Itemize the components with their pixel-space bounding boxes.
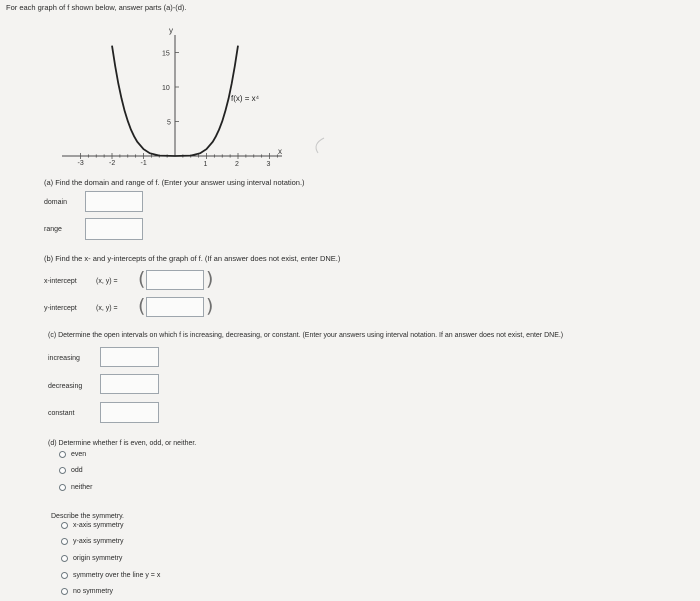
radio-button[interactable] [59, 451, 66, 458]
radio-button[interactable] [61, 588, 68, 595]
radio-odd[interactable] [59, 467, 83, 474]
x-tick-label: 1 [203, 161, 208, 168]
x-axis-label: x [278, 147, 282, 156]
x-tick-label: 2 [235, 161, 239, 168]
y-intercept-input[interactable] [146, 297, 204, 317]
radio-button[interactable] [61, 522, 68, 529]
stray-mark [316, 138, 324, 153]
x-intercept-input[interactable] [146, 270, 204, 290]
x-tick-label: -1 [140, 160, 147, 167]
radio-even[interactable] [59, 451, 86, 458]
decreasing-input[interactable] [100, 374, 159, 394]
instructions: For each graph of f shown below, answer parts (a)-(d). [6, 3, 187, 12]
radio-origin-symmetry[interactable] [61, 555, 122, 562]
radio-y-axis-symmetry[interactable] [61, 538, 124, 545]
symmetry-prompt: Describe the symmetry. [51, 513, 124, 520]
y-intercept-close-paren: ) [206, 295, 214, 317]
radio-button[interactable] [61, 538, 68, 545]
y-tick-label: 15 [162, 50, 170, 58]
radio-label: y-axis symmetry [73, 538, 124, 545]
radio-line-y-x-symmetry[interactable] [61, 572, 160, 579]
radio-button[interactable] [59, 467, 66, 474]
function-graph [0, 0, 700, 175]
radio-neither[interactable] [59, 484, 92, 491]
domain-label: domain [44, 199, 67, 206]
radio-label: even [71, 451, 87, 458]
x-tick-label: -2 [109, 160, 116, 167]
radio-button[interactable] [61, 555, 68, 562]
x-intercept-xy-prefix: (x, y) = [96, 278, 118, 285]
radio-button[interactable] [59, 484, 66, 491]
radio-no-symmetry[interactable] [61, 588, 113, 595]
radio-label: no symmetry [73, 588, 114, 595]
radio-label: symmetry over the line y = x [73, 572, 161, 579]
x-intercept-label: x-intercept [44, 278, 77, 285]
part-d-prompt: (d) Determine whether f is even, odd, or neither. [48, 440, 197, 447]
y-intercept-label: y-intercept [44, 305, 77, 312]
x-intercept-close-paren: ) [206, 268, 214, 290]
y-axis-label: y [169, 26, 173, 35]
range-input[interactable] [85, 218, 143, 240]
radio-label: origin symmetry [73, 555, 123, 562]
function-label: f(x) = x⁴ [231, 94, 260, 103]
increasing-label: increasing [48, 355, 80, 362]
axis-ticks [81, 50, 278, 160]
y-intercept-open-paren: ( [138, 295, 146, 317]
constant-label: constant [48, 410, 75, 417]
y-intercept-xy-prefix: (x, y) = [96, 305, 118, 312]
radio-button[interactable] [61, 572, 68, 579]
domain-input[interactable] [85, 191, 143, 212]
part-c-prompt: (c) Determine the open intervals on which f is increasing, decreasing, or constant. (Enter your answers using interval notation. If an answer does not exist, enter DNE.) [48, 332, 564, 339]
x-tick-label: -3 [77, 160, 84, 167]
x-tick-label: 3 [266, 161, 271, 168]
increasing-input[interactable] [100, 347, 159, 367]
y-tick-label: 5 [167, 119, 171, 127]
radio-label: x-axis symmetry [73, 522, 124, 529]
y-tick-label: 10 [162, 85, 170, 92]
decreasing-label: decreasing [48, 383, 83, 390]
range-label: range [44, 226, 62, 233]
radio-label: odd [71, 467, 83, 474]
part-b-prompt: (b) Find the x- and y-intercepts of the graph of f. (If an answer does not exist, enter DNE.) [44, 254, 341, 263]
radio-label: neither [71, 484, 93, 491]
part-a-prompt: (a) Find the domain and range of f. (Enter your answer using interval notation.) [44, 178, 305, 187]
constant-input[interactable] [100, 402, 159, 423]
x-intercept-open-paren: ( [138, 268, 146, 290]
radio-x-axis-symmetry[interactable] [61, 522, 124, 529]
